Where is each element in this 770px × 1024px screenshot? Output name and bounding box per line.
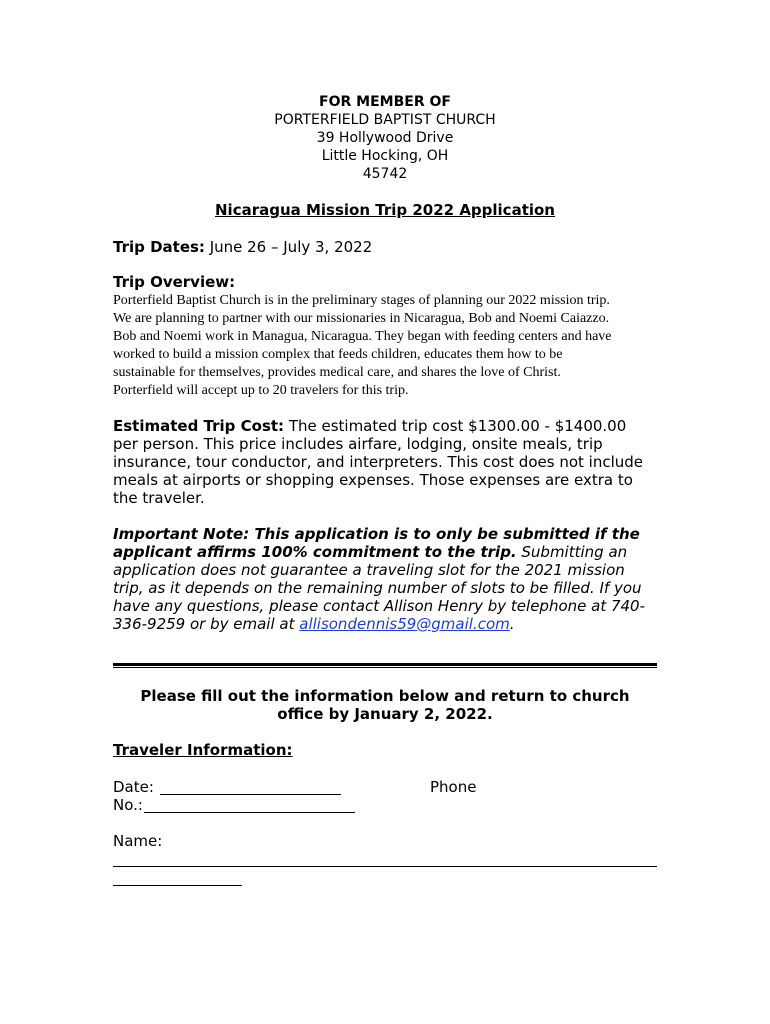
- date-label: Date:: [113, 778, 154, 796]
- phone-field[interactable]: [144, 812, 355, 813]
- trip-overview-label: Trip Overview:: [113, 273, 236, 291]
- phone-no-label: No.:: [113, 796, 143, 814]
- cost-line: the traveler.: [113, 489, 205, 507]
- contact-email-link[interactable]: allisondennis59@gmail.com: [299, 615, 510, 633]
- overview-line: worked to build a mission complex that feeds children, educates them how to be: [113, 347, 563, 362]
- page-title: Nicaragua Mission Trip 2022 Application: [215, 201, 555, 219]
- name-field[interactable]: [113, 866, 657, 867]
- address-street: 39 Hollywood Drive: [316, 130, 454, 146]
- section-divider-thin: [113, 667, 657, 668]
- trip-dates-label: Trip Dates:: [113, 238, 205, 256]
- note-bold-line: Important Note: This application is to only be submitted if the: [113, 525, 640, 543]
- overview-line: Bob and Noemi work in Managua, Nicaragua. They began with feeding centers and have: [113, 329, 612, 344]
- instructions-line: office by January 2, 2022.: [277, 705, 493, 723]
- for-member-heading: FOR MEMBER OF: [319, 94, 451, 110]
- note-line: [113, 615, 515, 633]
- name-label: Name:: [113, 832, 163, 850]
- traveler-info-heading: Traveler Information:: [113, 741, 293, 759]
- overview-line: sustainable for themselves, provides medical care, and shares the love of Christ.: [113, 365, 561, 380]
- overview-line: Porterfield Baptist Church is in the preliminary stages of planning our 2022 mission trip.: [113, 293, 610, 308]
- date-field[interactable]: [160, 794, 341, 795]
- name-field-continued[interactable]: [113, 885, 242, 886]
- instructions-line: Please fill out the information below and return to church: [140, 687, 630, 705]
- address-city: Little Hocking, OH: [321, 148, 449, 164]
- note-line: application does not guarantee a traveling slot for the 2021 mission: [113, 561, 625, 579]
- note-line: have any questions, please contact Allison Henry by telephone at 740-: [113, 597, 646, 615]
- church-name: PORTERFIELD BAPTIST CHURCH: [274, 112, 496, 128]
- note-last-prefix: 336-9259 or by email at: [113, 615, 300, 633]
- cost-line: per person. This price includes airfare, lodging, onsite meals, trip: [113, 435, 603, 453]
- note-bold-commitment: applicant affirms 100% commitment to the trip.: [113, 543, 517, 561]
- note-last-suffix: .: [509, 615, 515, 633]
- cost-line: [113, 417, 626, 435]
- phone-label: Phone: [430, 778, 477, 796]
- overview-line: Porterfield will accept up to 20 travelers for this trip.: [113, 383, 409, 398]
- section-divider: [113, 663, 657, 666]
- address-zip: 45742: [362, 166, 408, 182]
- trip-dates: [113, 238, 372, 256]
- note-line: trip, as it depends on the remaining number of slots to be filled. If you: [113, 579, 642, 597]
- note-line: [113, 543, 627, 561]
- trip-dates-value: June 26 – July 3, 2022: [204, 238, 373, 256]
- cost-first-line: The estimated trip cost $1300.00 - $1400.00: [284, 417, 627, 435]
- note-line-rest: Submitting an: [516, 543, 628, 561]
- cost-line: insurance, tour conductor, and interpreters. This cost does not include: [113, 453, 643, 471]
- cost-line: meals at airports or shopping expenses. Those expenses are extra to: [113, 471, 633, 489]
- overview-line: We are planning to partner with our missionaries in Nicaragua, Bob and Noemi Caiazzo.: [113, 311, 610, 326]
- cost-label: Estimated Trip Cost:: [113, 417, 285, 435]
